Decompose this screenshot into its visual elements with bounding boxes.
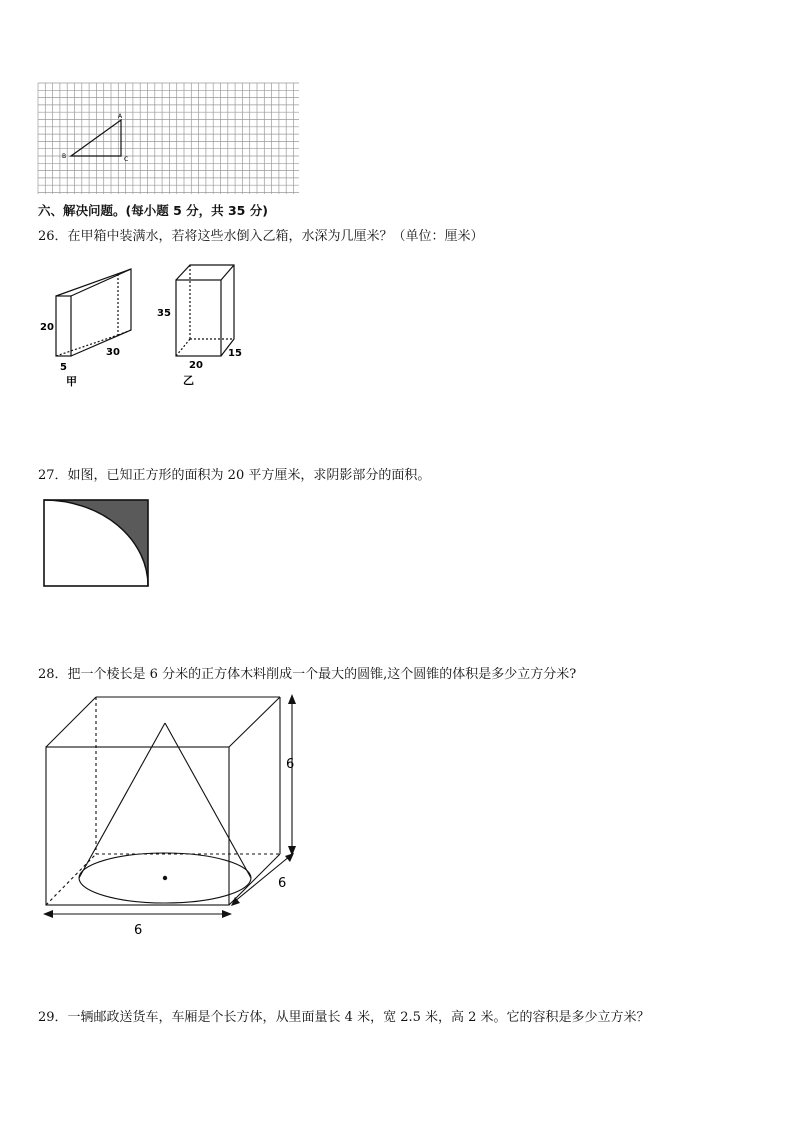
width-dimension-label: 6 [134,923,143,938]
cube-front-face [46,747,229,905]
q26-boxes-figure [36,260,256,390]
box-jia-height-label: 20 [40,322,54,333]
q27-text: 27．如图，已知正方形的面积为 20 平方厘米，求阴影部分的面积。 [38,468,431,483]
box-yi-height-label: 35 [157,308,171,319]
q29-text: 29．一辆邮政送货车，车厢是个长方体，从里面量长 4 米，宽 2.5 米，高 2 米。它的容积是多少立方米？ [38,1010,650,1025]
point-a-label: A [118,113,123,120]
depth-dimension-label: 6 [278,876,287,891]
box-jia-length-label: 30 [106,347,120,358]
box-jia-width-label: 5 [60,362,67,373]
q28-text: 28．把一个棱长是 6 分米的正方体木料削成一个最大的圆锥,这个圆锥的体积是多少立方分米? [38,667,577,682]
point-c-label: C [124,156,129,163]
point-b-label: B [62,153,67,160]
box-jia [56,269,131,356]
box-yi [176,265,234,356]
right-triangle [71,120,121,156]
height-dimension-label: 6 [286,757,295,772]
q27-square-figure [40,496,152,590]
box-jia-name: 甲 [66,375,77,388]
grid-triangle-figure [37,82,301,196]
cone-right-side [165,723,251,878]
shaded-region [44,500,148,586]
q28-cube-cone-figure [38,690,308,940]
box-yi-length-label: 20 [189,360,203,371]
q26-text: 26．在甲箱中装满水，若将这些水倒入乙箱，水深为几厘米？（单位：厘米） [38,229,484,244]
section-6-title: 六、解决问题。(每小题 5 分，共 35 分) [38,203,268,218]
cone-left-side [79,723,165,878]
box-yi-width-label: 15 [228,348,242,359]
grid-lines [38,83,299,194]
cone-base-center [163,876,167,880]
box-yi-name: 乙 [183,374,194,387]
